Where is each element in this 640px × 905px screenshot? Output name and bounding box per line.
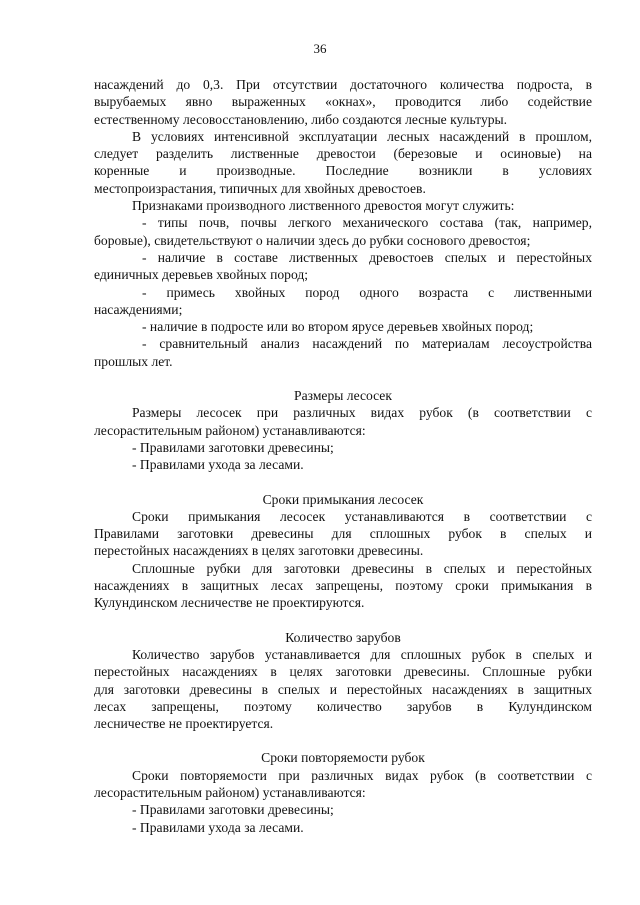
section-adjacency-terms	[94, 491, 592, 612]
text-line: Правилами заготовки древесины для сплошных рубок в спелых и	[94, 526, 592, 542]
text-line: Кулундинском лесничестве не проектируются.	[94, 595, 365, 611]
derived-stand-signs	[94, 197, 592, 370]
text-line: для заготовки древесины в спелых и перестойных насаждениях в защитных	[94, 681, 592, 697]
text-line: естественному лесовосстановлению, либо создаются лесные культуры.	[94, 111, 508, 127]
text-line: Сроки примыкания лесосек устанавливаются в соответствии с	[132, 508, 592, 524]
section-cutting-area-sizes	[94, 387, 592, 473]
text-line: насаждений до 0,3. При отсутствии достаточного количества подроста, в	[94, 77, 592, 92]
page-content	[94, 76, 592, 836]
list-item-line: - Правилами ухода за лесами.	[132, 819, 304, 835]
list-item-line: - наличие в составе лиственных древостоев спелых и перестойных	[142, 249, 592, 265]
list-item-line: - сравнительный анализ насаждений по материалам лесоустройства	[142, 336, 592, 352]
text-line: Количество зарубов устанавливается для сплошных рубок в спелых и	[132, 646, 592, 662]
text-line: вырубаемых явно выраженных «окнах», проводится либо содействие	[94, 94, 592, 110]
list-item-line: единичных деревьев хвойных пород;	[94, 267, 309, 283]
page-number: 36	[313, 41, 327, 56]
text-line: Размеры лесосек при различных видах рубок (в соответствии с	[132, 405, 592, 421]
text-line: перестойных насаждениях в целях заготовки древесины.	[94, 543, 424, 559]
text-line: насаждениях в защитных лесах запрещены, поэтому сроки примыкания в	[94, 578, 592, 594]
section-heading: Сроки примыкания лесосек	[262, 491, 424, 507]
text-line: В условиях интенсивной эксплуатации лесных насаждений в прошлом,	[132, 128, 592, 144]
text-line: коренные и производные. Последние возникли в условиях	[94, 163, 592, 179]
text-line: Сплошные рубки для заготовки древесины в спелых и перестойных	[132, 560, 592, 576]
section-heading: Размеры лесосек	[294, 388, 392, 404]
list-item-line: насаждениями;	[94, 301, 183, 317]
text-line: следует разделить лиственные древостои (березовые и осиновые) на	[94, 146, 592, 162]
section-gap	[94, 474, 592, 491]
intensive-exploitation-paragraph	[94, 128, 592, 197]
section-repeat-terms	[94, 749, 592, 835]
section-cuts-count	[94, 629, 592, 733]
list-item-line: - Правилами ухода за лесами.	[132, 457, 304, 473]
list-item-line: - типы почв, почвы легкого механического состава (так, например,	[142, 215, 592, 231]
text-line: лесничестве не проектируется.	[94, 716, 274, 732]
text-line: Сроки повторяемости при различных видах рубок (в соответствии с	[132, 767, 592, 783]
intro-paragraph	[94, 76, 592, 128]
list-item-line: боровые), свидетельствуют о наличии здесь до рубки соснового древостоя;	[94, 232, 531, 248]
list-item-line: - Правилами заготовки древесины;	[132, 802, 334, 818]
text-line: Признаками производного лиственного древостоя могут служить:	[132, 198, 515, 214]
text-line: лесорастительным районом) устанавливаются:	[94, 422, 366, 438]
text-line: лесах запрещены, поэтому количество зарубов в Кулундинском	[94, 698, 592, 714]
list-item-line: - примесь хвойных пород одного возраста с лиственными	[142, 284, 592, 300]
list-item-line: прошлых лет.	[94, 353, 173, 369]
section-heading: Сроки повторяемости рубок	[261, 750, 425, 766]
text-line: местопроизрастания, типичных для хвойных древостоев.	[94, 180, 426, 196]
text-line: перестойных насаждениях в целях заготовки древесины. Сплошные рубки	[94, 664, 592, 680]
text-line: лесорастительным районом) устанавливаются:	[94, 784, 366, 800]
section-gap	[94, 612, 592, 629]
section-gap	[94, 370, 592, 387]
list-item-line: - наличие в подросте или во втором ярусе деревьев хвойных пород;	[142, 319, 534, 335]
section-heading: Количество зарубов	[285, 629, 401, 645]
section-gap	[94, 732, 592, 749]
list-item-line: - Правилами заготовки древесины;	[132, 439, 334, 455]
